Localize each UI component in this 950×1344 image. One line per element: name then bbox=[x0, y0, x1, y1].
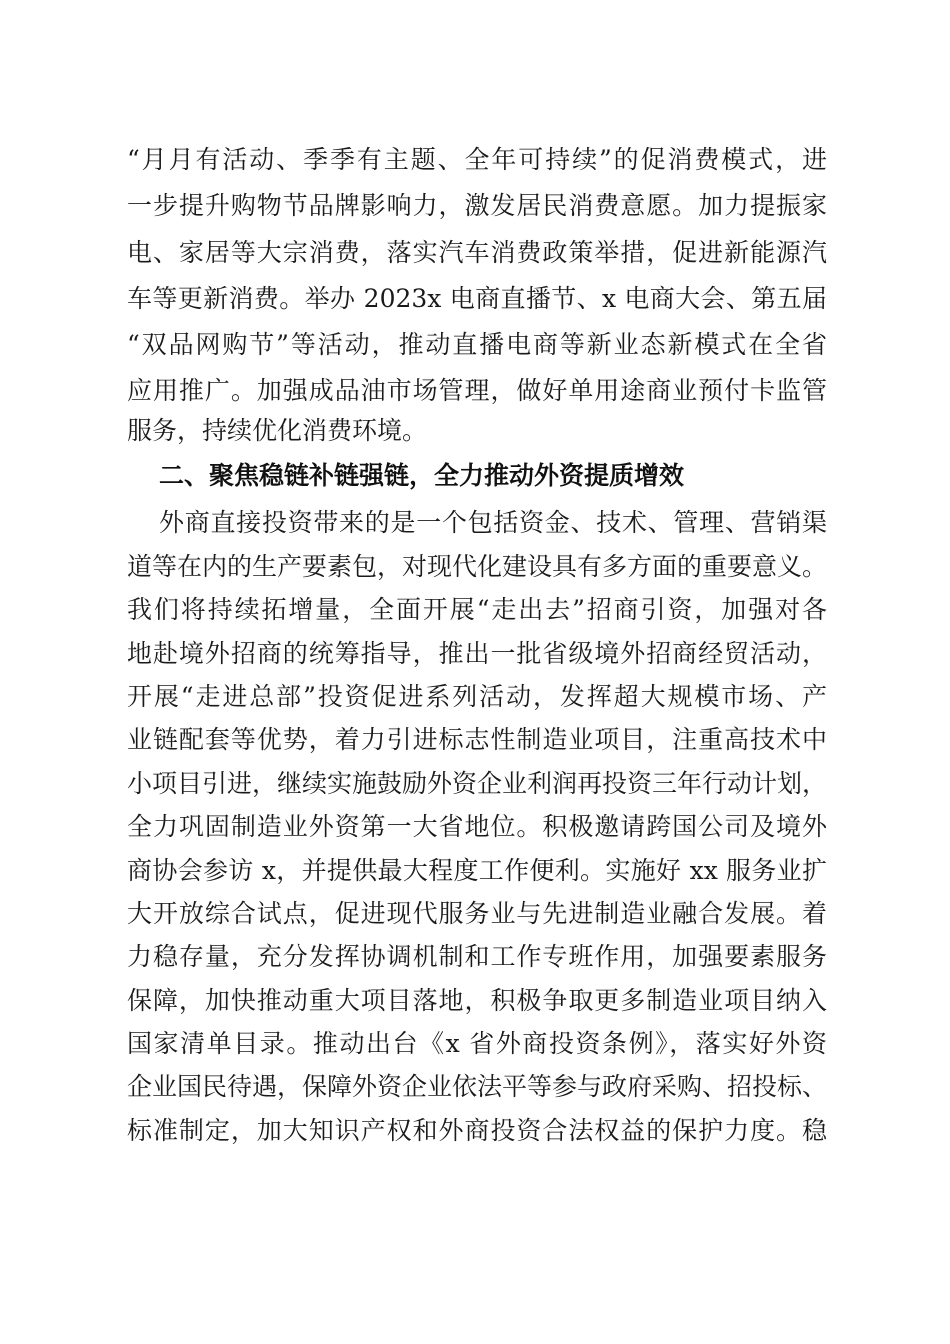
paragraph-line: 业链配套等优势，着力引进标志性制造业项目，注重高技术中 bbox=[127, 725, 827, 754]
paragraph-line: 车等更新消费。举办 2023x 电商直播节、x 电商大会、第五届 bbox=[127, 284, 827, 313]
paragraph-line: “双品网购节”等活动，推动直播电商等新业态新模式在全省 bbox=[127, 330, 827, 359]
paragraph-line: 标准制定，加大知识产权和外商投资合法权益的保护力度。稳 bbox=[127, 1116, 827, 1145]
paragraph-line: 国家清单目录。推动出台《x 省外商投资条例》，落实好外资 bbox=[127, 1029, 827, 1058]
paragraph-line: 我们将持续拓增量，全面开展“走出去”招商引资，加强对各 bbox=[127, 595, 827, 624]
paragraph-line: 道等在内的生产要素包，对现代化建设具有多方面的重要意义。 bbox=[127, 552, 828, 581]
paragraph-line: 小项目引进，继续实施鼓励外资企业利润再投资三年行动计划， bbox=[127, 769, 828, 798]
section-heading: 二、聚焦稳链补链强链，全力推动外资提质增效 bbox=[159, 461, 685, 490]
paragraph-line: 企业国民待遇，保障外资企业依法平等参与政府采购、招投标、 bbox=[127, 1072, 828, 1101]
paragraph-line: 服务，持续优化消费环境。 bbox=[127, 416, 428, 445]
paragraph-line: 应用推广。加强成品油市场管理，做好单用途商业预付卡监管 bbox=[127, 376, 827, 405]
paragraph-line: 保障，加快推动重大项目落地，积极争取更多制造业项目纳入 bbox=[127, 986, 827, 1015]
paragraph-line: 电、家居等大宗消费，落实汽车消费政策举措，促进新能源汽 bbox=[127, 238, 827, 267]
paragraph-line: 全力巩固制造业外资第一大省地位。积极邀请跨国公司及境外 bbox=[127, 812, 827, 841]
paragraph-line: 商协会参访 x，并提供最大程度工作便利。实施好 xx 服务业扩 bbox=[127, 856, 827, 885]
paragraph-line: 地赴境外招商的统筹指导，推出一批省级境外招商经贸活动， bbox=[127, 639, 827, 668]
paragraph-line: 力稳存量，充分发挥协调机制和工作专班作用，加强要素服务 bbox=[127, 942, 827, 971]
paragraph-line: 一步提升购物节品牌影响力，激发居民消费意愿。加力提振家 bbox=[127, 191, 827, 220]
paragraph-line: 大开放综合试点，促进现代服务业与先进制造业融合发展。着 bbox=[127, 899, 827, 928]
paragraph-line: 开展“走进总部”投资促进系列活动，发挥超大规模市场、产 bbox=[127, 682, 827, 711]
paragraph-line: “月月有活动、季季有主题、全年可持续”的促消费模式，进 bbox=[127, 145, 827, 174]
paragraph-line: 外商直接投资带来的是一个包括资金、技术、管理、营销渠 bbox=[159, 508, 827, 537]
